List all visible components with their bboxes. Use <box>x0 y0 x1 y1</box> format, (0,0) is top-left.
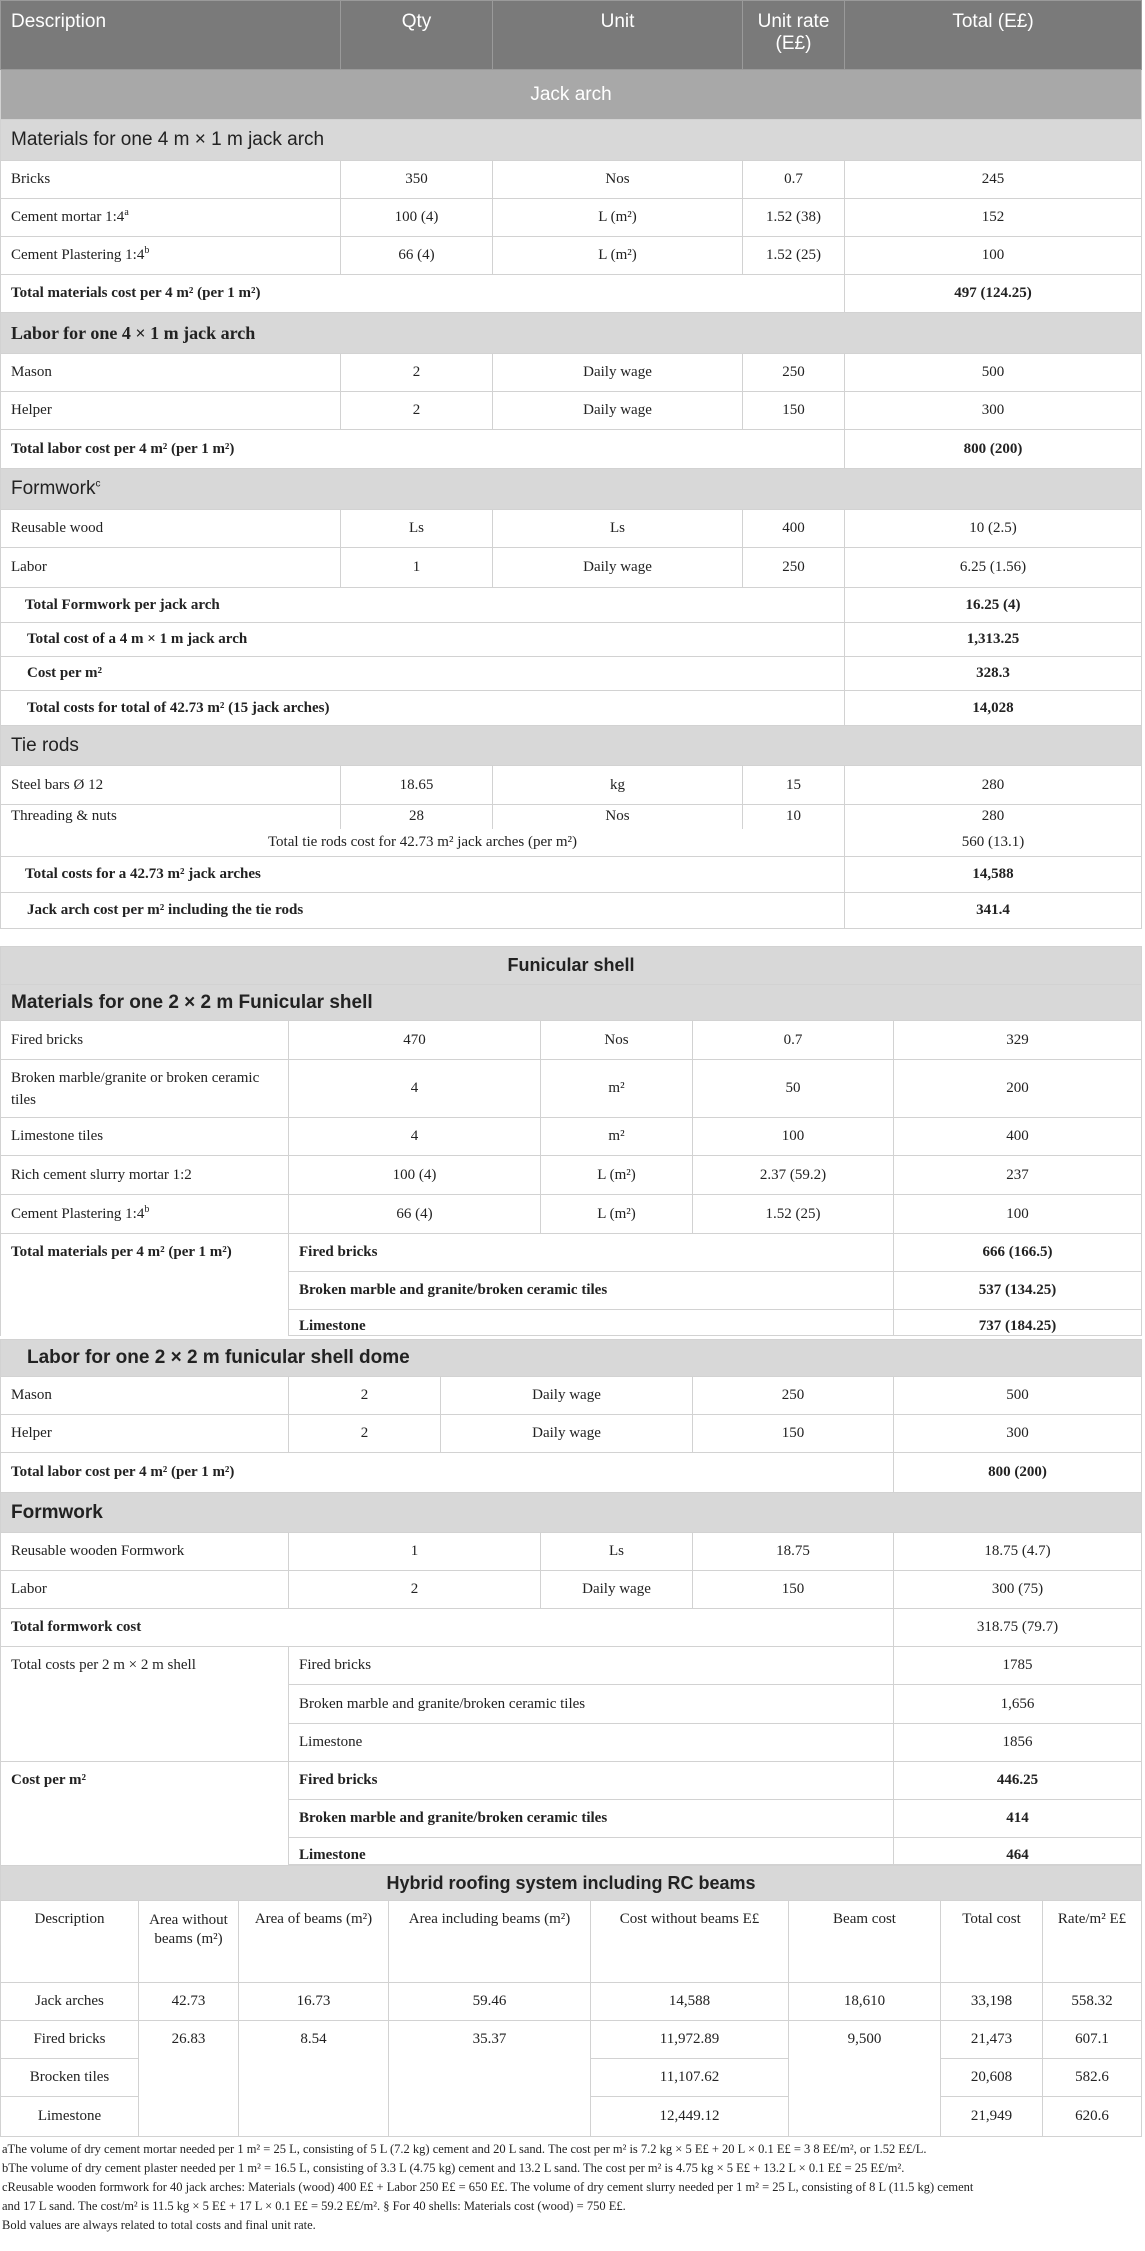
summary-row: Jack arch cost per m² including the tie rods 341.4 <box>1 893 1142 929</box>
table-row: Helper 2 Daily wage 150 300 <box>1 1415 1142 1453</box>
subsection-title: Tie rods <box>1 726 1142 766</box>
footnote-bold-note: Bold values are always related to total costs and final unit rate. <box>2 2218 316 2232</box>
table-row: Mason 2 Daily wage 250 500 <box>1 1377 1142 1415</box>
table-row: Steel bars Ø 12 18.65 kg 15 280 <box>1 766 1142 805</box>
col-header-total: Total (E£) <box>845 1 1142 70</box>
total-row: Total formwork cost 318.75 (79.7) <box>1 1609 1142 1647</box>
footnote-c: cReusable wooden formwork for 40 jack arches: Materials (wood) 400 E£ + Labor 250 E£ = 650 E£. The volume of dry cement slurry needed per 1 m² = 25 L, consisting of 8 L (11.5 kg) cement <box>2 2180 974 2194</box>
footnotes <box>2 2140 1142 2235</box>
col-header-unit-rate: Unit rate (E£) <box>743 1 845 70</box>
funicular-shell-table-3: Reusable wooden Formwork 1 Ls 18.75 18.75 (4.7) Labor 2 Daily wage 150 300 (75) Total formwork cost 318.75 (79.7) Total costs per 2 m × 2 m shell Fired bricks 1785 Broken marble and granite/broken ceramic tiles 1,656 Limestone 1856 Cost per m² Fired bricks 446.25 Broken marble and granite/broken ceramic tiles 414 Limestone 464 <box>0 1532 1142 1865</box>
section-title-jack-arch: Jack arch <box>1 70 1142 120</box>
section-title-hybrid: Hybrid roofing system including RC beams <box>1 1866 1142 1901</box>
total-row: Total tie rods cost for 42.73 m² jack arches (per m²) 560 (13.1) <box>1 829 1142 857</box>
table-row: Rich cement slurry mortar 1:2 100 (4) L (m²) 2.37 (59.2) 237 <box>1 1156 1142 1195</box>
footnote-a: aThe volume of dry cement mortar needed per 1 m² = 25 L, consisting of 5 L (7.2 kg) cement and 20 L sand. The cost per m² is 7.2 kg × 5 E£ + 20 L × 0.1 E£ = 3 8 E£/m², or 1.52 E£/L. <box>2 2142 927 2156</box>
summary-row: Total cost of a 4 m × 1 m jack arch 1,313.25 <box>1 623 1142 657</box>
subsection-title: Labor for one 2 × 2 m funicular shell dome <box>1 1340 1142 1377</box>
jack-arch-table <box>0 0 1142 929</box>
total-row: Total labor cost per 4 m² (per 1 m²) 800 (200) <box>1 430 1142 469</box>
summary-row: Total costs for a 42.73 m² jack arches 14,588 <box>1 857 1142 893</box>
table-row: Labor 2 Daily wage 150 300 (75) <box>1 1571 1142 1609</box>
section-title-funicular: Funicular shell <box>1 947 1142 985</box>
table-row: Broken marble/granite or broken ceramic tiles 4 m² 50 200 <box>1 1060 1142 1118</box>
total-row: Limestone 737 (184.25) <box>1 1310 1142 1336</box>
summary-row: Total Formwork per jack arch 16.25 (4) <box>1 588 1142 623</box>
hybrid-roofing-table <box>0 1865 1142 2137</box>
total-row: Total costs per 2 m × 2 m shell Fired bricks 1785 <box>1 1647 1142 1685</box>
subsection-title: Formwork$^c$ <box>1 469 1142 510</box>
table-row: Fired bricks 470 Nos 0.7 329 <box>1 1021 1142 1060</box>
hybrid-header-row: Description Area without beams (m²) Area of beams (m²) Area including beams (m²) Cost without beams E£ Beam cost Total cost Rate/m² E£ <box>1 1901 1142 1983</box>
summary-row: Cost per m² 328.3 <box>1 657 1142 691</box>
table-row: Reusable wooden Formwork 1 Ls 18.75 18.75 (4.7) <box>1 1533 1142 1571</box>
table-row: Threading & nuts 28 Nos 10 280 <box>1 805 1142 829</box>
table-row: Limestone tiles 4 m² 100 400 <box>1 1118 1142 1156</box>
table-row: Cement mortar 1:4$^a$ 100 (4) L (m²) 1.52 (38) 152 <box>1 199 1142 237</box>
col-header-unit: Unit <box>493 1 743 70</box>
col-header-qty: Qty <box>341 1 493 70</box>
funicular-shell-table-2 <box>0 1339 1142 1533</box>
footnote-b: bThe volume of dry cement plaster needed per 1 m² = 16.5 L, consisting of 3.3 L (4.75 kg) cement and 13.2 L sand. The cost per m² is 4.75 kg × 5 E£ + 13.2 L × 0.1 E£ = 25 E£/m². <box>2 2161 905 2175</box>
table-row: Fired bricks 26.83 8.54 35.37 11,972.89 9,500 21,473 607.1 <box>1 2021 1142 2059</box>
table-row: Brocken tiles 11,107.62 20,608 582.6 <box>1 2059 1142 2097</box>
table-row: Jack arches 42.73 16.73 59.46 14,588 18,610 33,198 558.32 <box>1 1983 1142 2021</box>
total-row: Broken marble and granite/broken ceramic tiles 537 (134.25) <box>1 1272 1142 1310</box>
summary-row: Total costs for total of 42.73 m² (15 jack arches) 14,028 <box>1 691 1142 726</box>
table-row: Limestone 12,449.12 21,949 620.6 <box>1 2097 1142 2137</box>
table-row: Bricks 350 Nos 0.7 245 <box>1 161 1142 199</box>
table-row: Cement Plastering 1:4$^b$ 66 (4) L (m²) 1.52 (25) 100 <box>1 237 1142 275</box>
total-row: Total materials cost per 4 m² (per 1 m²) 497 (124.25) <box>1 275 1142 313</box>
table-row: Labor 1 Daily wage 250 6.25 (1.56) <box>1 548 1142 588</box>
funicular-shell-table <box>0 946 1142 1336</box>
subsection-title: Formwork <box>1 1493 1142 1533</box>
total-row: Cost per m² Fired bricks 446.25 <box>1 1762 1142 1800</box>
table-row: Reusable wood Ls Ls 400 10 (2.5) <box>1 510 1142 548</box>
total-row: Total materials per 4 m² (per 1 m²) Fired bricks 666 (166.5) <box>1 1234 1142 1272</box>
subsection-title: Labor for one 4 × 1 m jack arch <box>1 313 1142 354</box>
subsection-title: Materials for one 4 m × 1 m jack arch <box>1 120 1142 161</box>
table-row: Cement Plastering 1:4$^b$ 66 (4) L (m²) 1.52 (25) 100 <box>1 1195 1142 1234</box>
table-row: Mason 2 Daily wage 250 500 <box>1 354 1142 392</box>
col-header-description: Description <box>1 1 341 70</box>
footnote-c-cont: and 17 L sand. The cost/m² is 11.5 kg × 5 E£ + 17 L × 0.1 E£ = 59.2 E£/m². § For 40 shells: Materials cost (wood) = 750 E£. <box>2 2199 626 2213</box>
subsection-title: Materials for one 2 × 2 m Funicular shell <box>1 985 1142 1021</box>
table-row: Helper 2 Daily wage 150 300 <box>1 392 1142 430</box>
total-row: Total labor cost per 4 m² (per 1 m²) 800 (200) <box>1 1453 1142 1493</box>
